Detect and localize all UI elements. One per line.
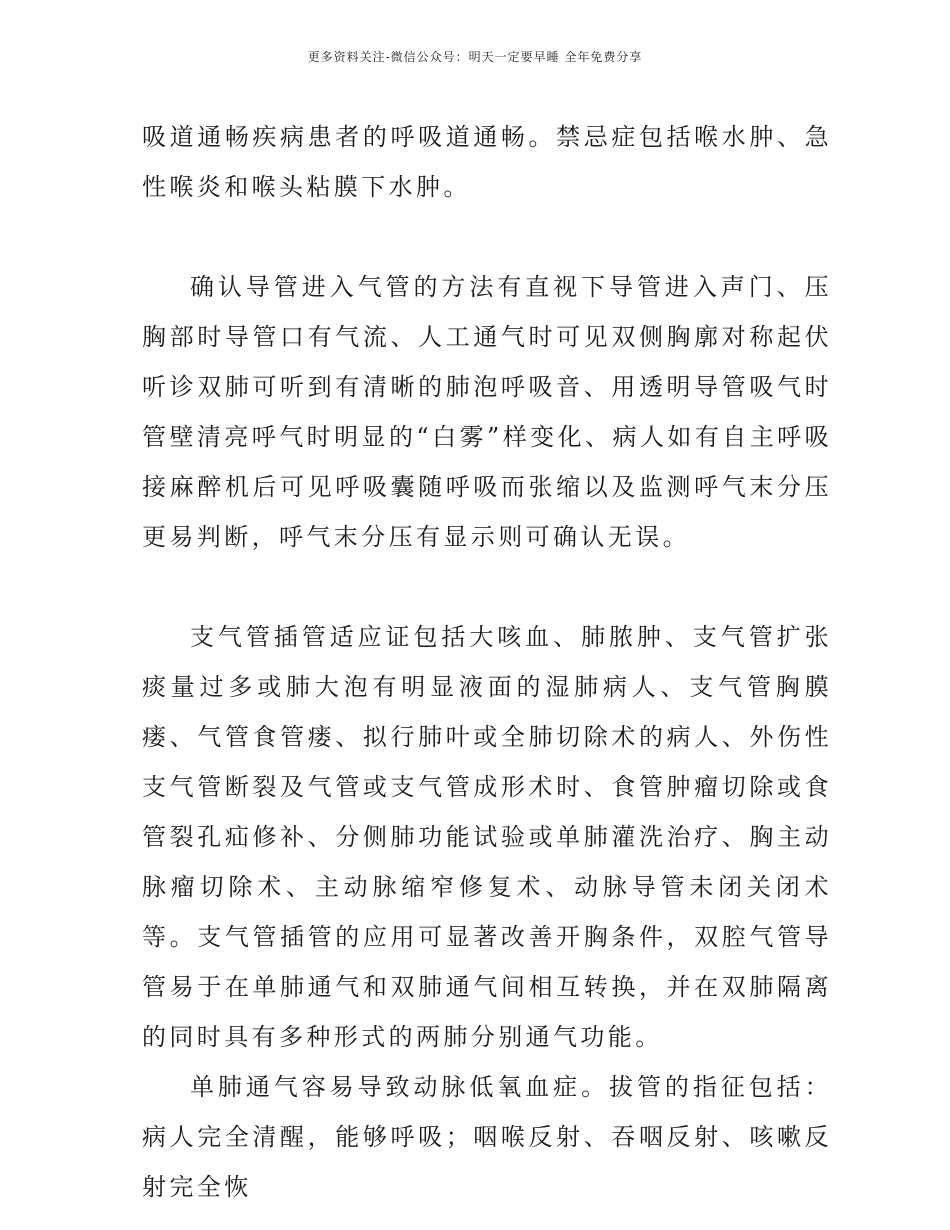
- paragraph-continuation: 吸道通畅疾病患者的呼吸道通畅。禁忌症包括喉水肿、急性喉炎和喉头粘膜下水肿。: [142, 123, 832, 201]
- paragraph-gap: [142, 562, 832, 612]
- page-header: 更多资料关注-微信公众号：明天一定要早睡 全年免费分享: [307, 50, 643, 64]
- paragraph-gap: [142, 212, 832, 262]
- document-body: [142, 112, 832, 1212]
- paragraph-bronchial-intubation: 支气管插管适应证包括大咳血、肺脓肿、支气管扩张痰量过多或肺大泡有明显液面的湿肺病人、支气管胸膜瘘、气管食管瘘、拟行肺叶或全肺切除术的病人、外伤性支气管断裂及气管或支气管成形术时、食管肿瘤切除或食管裂孔疝修补、分侧肺功能试验或单肺灌洗治疗、胸主动脉瘤切除术、主动脉缩窄修复术、动脉导管未闭关闭术等。支气管插管的应用可显著改善开胸条件，双腔气管导管易于在单肺通气和双肺通气间相互转换，并在双肺隔离的同时具有多种形式的两肺分别通气功能。: [142, 623, 832, 1051]
- paragraph-tube-confirmation: 确认导管进入气管的方法有直视下导管进入声门、压胸部时导管口有气流、人工通气时可见双侧胸廓对称起伏听诊双肺可听到有清晰的肺泡呼吸音、用透明导管吸气时管壁清亮呼气时明显的“白雾”样变化、病人如有自主呼吸接麻醉机后可见呼吸囊随呼吸而张缩以及监测呼气末分压更易判断，呼气末分压有显示则可确认无误。: [142, 273, 832, 551]
- paragraph-extubation: 单肺通气容易导致动脉低氧血症。拔管的指征包括：病人完全清醒，能够呼吸；咽喉反射、吞咽反射、咳嗽反射完全恢: [142, 1073, 832, 1201]
